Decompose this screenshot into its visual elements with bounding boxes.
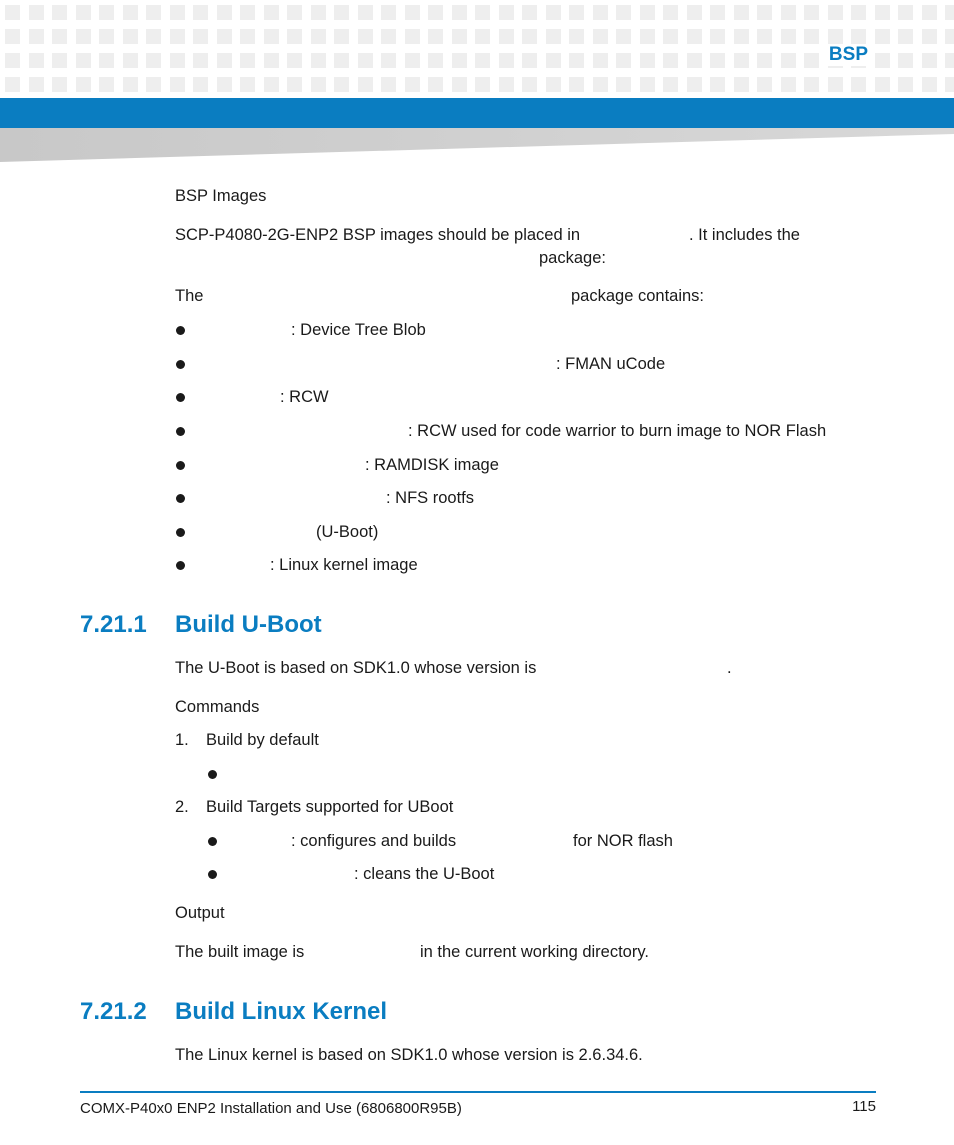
step-text: Build by default [206,731,319,749]
header-tile [593,29,608,44]
contains-a: The [175,287,204,305]
header-tile [52,29,67,44]
header-tile [405,53,420,68]
header-tile [123,53,138,68]
header-tile [29,5,44,20]
header-tile [546,53,561,68]
header-tile [146,29,161,44]
header-tile [898,53,913,68]
header-tile [123,5,138,20]
header-tile [381,29,396,44]
header-tile [640,29,655,44]
header-tile [405,29,420,44]
header-tile [99,77,114,92]
list-item: : RAMDISK image [365,456,499,474]
header-tile [687,77,702,92]
header-tile [405,5,420,20]
header-tile [334,53,349,68]
header-tile [898,29,913,44]
header-tile [499,29,514,44]
header-tile [287,5,302,20]
header-tile [193,53,208,68]
header-tile [640,53,655,68]
bullet-icon [176,393,185,402]
header-tile [851,29,866,44]
header-tile [922,5,937,20]
header-tile [217,77,232,92]
header-tile [146,77,161,92]
section-title: BSP [825,44,872,66]
bullet-icon [176,494,185,503]
header-tile [875,5,890,20]
header-tile [193,29,208,44]
header-tile [287,77,302,92]
header-tile [945,5,954,20]
header-tile [146,53,161,68]
header-tile [851,77,866,92]
header-tile [710,5,725,20]
header-tile [687,29,702,44]
header-tile [99,5,114,20]
list-item: : Device Tree Blob [291,321,426,339]
header-tile [334,77,349,92]
header-tile [710,29,725,44]
header-blue-bar [0,98,954,128]
header-tile [757,29,772,44]
header-tile [475,29,490,44]
commands-label: Commands [175,698,260,716]
header-tile [264,29,279,44]
header-tile [217,29,232,44]
header-tile [945,29,954,44]
header-tile [264,53,279,68]
header-tile [945,53,954,68]
bsp-images-heading: BSP Images [175,187,267,205]
header-tile [428,53,443,68]
header-tile [898,77,913,92]
header-tile [616,5,631,20]
header-tile [287,29,302,44]
list-item: : FMAN uCode [556,355,666,373]
uboot-intro-b: . [727,659,732,677]
header-tile [922,29,937,44]
header-tile [734,29,749,44]
header-tile [311,53,326,68]
header-tile [193,5,208,20]
header-tile [828,29,843,44]
header-tile [616,53,631,68]
header-tile [522,29,537,44]
heading-title: Build U-Boot [175,611,322,638]
header-tile [522,53,537,68]
uboot-intro-a: The U-Boot is based on SDK1.0 whose version is [175,659,537,677]
header-tile [640,5,655,20]
header-tile [945,77,954,92]
heading-title: Build Linux Kernel [175,998,388,1025]
header-tile [52,5,67,20]
header-tile [381,53,396,68]
header-tile [287,53,302,68]
header-tile [405,77,420,92]
header-tile [311,5,326,20]
header-tile [123,29,138,44]
header-tile [663,29,678,44]
header-tile [381,5,396,20]
intro-line1-b: . It includes the [689,226,800,244]
header-tile [452,5,467,20]
header-gray-wedge [0,128,954,164]
header-tile [828,77,843,92]
header-tile [475,77,490,92]
header-tile [52,77,67,92]
header-tile [593,5,608,20]
header-tile [546,29,561,44]
header-tile [663,53,678,68]
header-tile [804,29,819,44]
header-tile [99,29,114,44]
header-tile [710,77,725,92]
header-tile [358,29,373,44]
header-tile [170,29,185,44]
list-item: : RCW [280,388,329,406]
header-tile [781,77,796,92]
header-tile [875,77,890,92]
header-tile [663,5,678,20]
header-tile [616,77,631,92]
header-tile [240,77,255,92]
header-tile [663,77,678,92]
bullet-icon [176,561,185,570]
header-tile [146,5,161,20]
header-tile [522,5,537,20]
header-tile [593,53,608,68]
output-text-b: in the current working directory. [420,943,649,961]
header-tile [428,5,443,20]
header-tile [499,53,514,68]
header-tile [922,77,937,92]
header-tile [29,29,44,44]
header-tile [76,53,91,68]
header-tile [193,77,208,92]
header-tile [640,77,655,92]
header-tile [264,5,279,20]
header-tile [875,29,890,44]
header-tile [804,53,819,68]
header-tile [875,53,890,68]
bullet-icon [176,528,185,537]
header-tile [240,5,255,20]
header-tile [170,77,185,92]
header-tile [475,5,490,20]
header-tile [217,53,232,68]
list-item: : Linux kernel image [270,556,418,574]
list-item: : NFS rootfs [386,489,475,507]
intro-line2: package: [539,249,606,267]
header-tile [240,29,255,44]
header-tile [99,53,114,68]
header-tile [546,77,561,92]
header-tile [52,53,67,68]
bullet-icon [176,427,185,436]
header-tile [781,5,796,20]
header-tile [828,5,843,20]
header-tile [851,5,866,20]
header-tile [358,53,373,68]
header-tile [734,53,749,68]
header-tile [804,5,819,20]
header-tile [898,5,913,20]
output-text-a: The built image is [175,943,305,961]
footer-rule [80,1091,876,1093]
header-tile [29,53,44,68]
step-number: 1. [175,731,189,749]
header-tile [170,5,185,20]
header-tile [76,29,91,44]
header-tile [593,77,608,92]
header-tile [358,5,373,20]
bullet-icon [176,461,185,470]
target-text: : cleans the U-Boot [354,865,495,883]
header-tile [452,29,467,44]
header-tile [546,5,561,20]
header-tile [452,77,467,92]
footer-page-number: 115 [852,1098,876,1115]
header-tile [334,29,349,44]
heading-build-uboot [80,611,322,639]
header-tile [170,53,185,68]
contains-b: package contains: [571,287,705,305]
header-tile [499,5,514,20]
header-tile [29,77,44,92]
header-tile [757,53,772,68]
list-item: : RCW used for code warrior to burn image to NOR Flash [408,422,827,440]
header-tile [499,77,514,92]
kernel-intro: The Linux kernel is based on SDK1.0 whose version is 2.6.34.6. [175,1046,643,1064]
header-tile [804,77,819,92]
header-tile [76,5,91,20]
heading-build-kernel [80,998,387,1026]
bullet-icon [208,770,217,779]
header-tile [569,77,584,92]
header-tile [264,77,279,92]
target-text-b: for NOR flash [573,832,673,850]
header-pattern [0,0,954,98]
header-tile [687,5,702,20]
target-text-a: : configures and builds [291,832,457,850]
step-number: 2. [175,798,189,816]
header-tile [475,53,490,68]
heading-number: 7.21.1 [80,611,147,638]
header-tile [757,77,772,92]
header-tile [428,29,443,44]
header-tile [217,5,232,20]
header-tile [710,53,725,68]
heading-number: 7.21.2 [80,998,147,1025]
bullet-icon [176,326,185,335]
header-tile [687,53,702,68]
header-tile [358,77,373,92]
intro-line1-a: SCP-P4080-2G-ENP2 BSP images should be placed in [175,226,581,244]
bullet-icon [176,360,185,369]
footer-doc-title: COMX-P40x0 ENP2 Installation and Use (6806800R95B) [80,1100,462,1117]
header-tile [5,77,20,92]
bullet-icon [208,837,217,846]
header-tile [5,5,20,20]
bullet-icon [208,870,217,879]
header-tile [616,29,631,44]
header-tile [5,29,20,44]
header-tile [734,77,749,92]
header-tile [76,77,91,92]
header-tile [452,53,467,68]
header-tile [123,77,138,92]
header-tile [5,53,20,68]
list-item: (U-Boot) [316,523,379,541]
header-tile [569,29,584,44]
header-tile [569,5,584,20]
header-tile [428,77,443,92]
header-tile [757,5,772,20]
output-label: Output [175,904,225,922]
header-tile [311,77,326,92]
header-tile [381,77,396,92]
header-tile [781,29,796,44]
header-tile [522,77,537,92]
header-tile [922,53,937,68]
header-tile [734,5,749,20]
header-tile [240,53,255,68]
header-tile [781,53,796,68]
header-tile [334,5,349,20]
header-tile [311,29,326,44]
step-text: Build Targets supported for UBoot [206,798,454,816]
header-tile [569,53,584,68]
